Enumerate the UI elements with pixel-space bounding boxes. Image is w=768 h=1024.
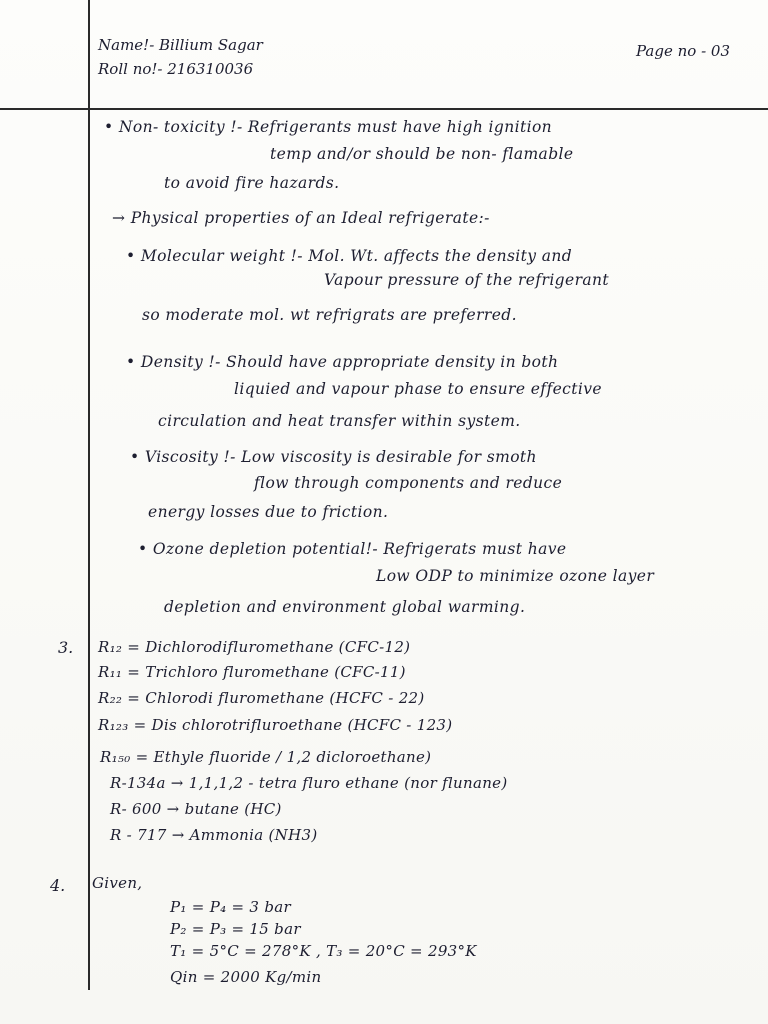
roll-number: Roll no!- 216310036 bbox=[98, 60, 254, 78]
nontoxicity-line-1: • Non- toxicity !- Refrigerants must have high ignition bbox=[104, 118, 553, 136]
question-3-number: 3. bbox=[58, 638, 74, 657]
header-rule bbox=[0, 108, 768, 110]
given-label: Given, bbox=[92, 874, 143, 892]
question-4-number: 4. bbox=[50, 876, 66, 895]
refrigerant-line: R₁₁ = Trichloro fluromethane (CFC-11) bbox=[98, 663, 406, 681]
margin-rule bbox=[88, 0, 90, 990]
refrigerant-line: R₁₅₀ = Ethyle fluoride / 1,2 dicloroethane) bbox=[100, 748, 432, 766]
refrigerant-line: R-134a → 1,1,1,2 - tetra fluro ethane (nor flunane) bbox=[110, 774, 508, 792]
refrigerant-line: R₁₂ = Dichlorodifluromethane (CFC-12) bbox=[98, 638, 411, 656]
molecular-weight-line-3: so moderate mol. wt refrigrats are preferred. bbox=[142, 306, 517, 324]
molecular-weight-line-2: Vapour pressure of the refrigerant bbox=[324, 271, 610, 289]
viscosity-line-3: energy losses due to friction. bbox=[148, 503, 389, 521]
given-line: P₂ = P₃ = 15 bar bbox=[170, 920, 301, 938]
ozone-line-1: • Ozone depletion potential!- Refrigerats must have bbox=[138, 540, 567, 558]
given-line: T₁ = 5°C = 278°K , T₃ = 20°C = 293°K bbox=[170, 942, 477, 960]
viscosity-line-2: flow through components and reduce bbox=[254, 474, 563, 492]
nontoxicity-line-3: to avoid fire hazards. bbox=[164, 174, 340, 192]
page-number: Page no - 03 bbox=[636, 42, 730, 60]
ozone-line-2: Low ODP to minimize ozone layer bbox=[376, 567, 655, 585]
nontoxicity-line-2: temp and/or should be non- flamable bbox=[270, 145, 574, 163]
density-line-3: circulation and heat transfer within system. bbox=[158, 412, 521, 430]
given-line: Qin = 2000 Kg/min bbox=[170, 968, 322, 986]
density-line-2: liquied and vapour phase to ensure effective bbox=[234, 380, 602, 398]
viscosity-line-1: • Viscosity !- Low viscosity is desirable for smoth bbox=[130, 448, 537, 466]
refrigerant-line: R₂₂ = Chlorodi fluromethane (HCFC - 22) bbox=[98, 689, 425, 707]
given-line: P₁ = P₄ = 3 bar bbox=[170, 898, 291, 916]
refrigerant-line: R₁₂₃ = Dis chlorotrifluroethane (HCFC - 123) bbox=[98, 716, 453, 734]
molecular-weight-line-1: • Molecular weight !- Mol. Wt. affects the density and bbox=[126, 247, 573, 265]
ozone-line-3: depletion and environment global warming. bbox=[164, 598, 526, 616]
refrigerant-line: R - 717 → Ammonia (NH3) bbox=[110, 826, 318, 844]
density-line-1: • Density !- Should have appropriate density in both bbox=[126, 353, 559, 371]
physical-properties-heading: → Physical properties of an Ideal refrigerate:- bbox=[112, 209, 490, 227]
refrigerant-line: R- 600 → butane (HC) bbox=[110, 800, 282, 818]
student-name: Name!- Billium Sagar bbox=[98, 36, 263, 54]
